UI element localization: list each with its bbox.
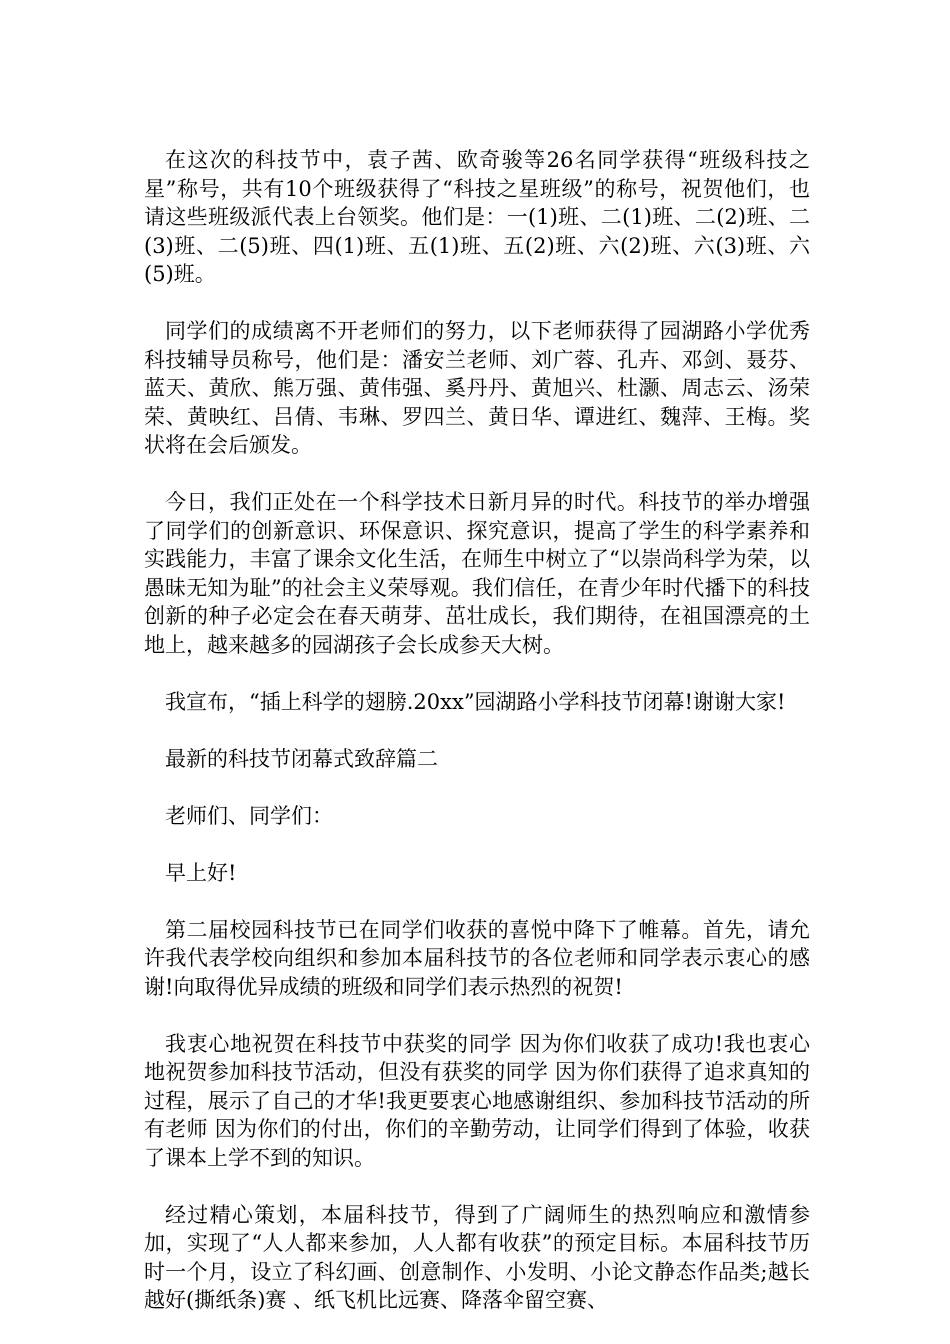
paragraph-teacher-awards: 同学们的成绩离不开老师们的努力，以下老师获得了园湖路小学优秀科技辅导员称号，他们是：潘安兰老师、刘广蓉、孔卉、邓剑、聂芬、蓝天、黄欣、熊万强、黄伟强、奚丹丹、黄旭兴、杜灏、周志云、汤荣荣、黄映红、吕倩、韦琳、罗四兰、黄日华、谭进红、魏萍、王梅。奖状将在会后颁发。 — [144, 319, 810, 457]
paragraph-closing-announcement: 我宣布，“插上科学的翅膀.20xx”园湖路小学科技节闭幕!谢谢大家! — [165, 689, 786, 714]
document-page — [144, 146, 810, 1343]
paragraph-congratulations: 我衷心地祝贺在科技节中获奖的同学 因为你们收获了成功!我也衷心地祝贺参加科技节活动，但没有获奖的同学 因为你们获得了追求真知的过程，展示了自己的才华!我更要衷心地感谢组织、参加科技节活动的所有老师 因为你们的付出，你们的辛勤劳动，让同学们得到了体验，收获了课本上学不到的知识。 — [144, 1031, 810, 1170]
paragraph-class-awards: 在这次的科技节中，袁子茜、欧奇骏等26名同学获得“班级科技之星”称号，共有10个班级获得了“科技之星班级”的称号，祝贺他们，也请这些班级派代表上台领奖。他们是：一(1)班、二(1)班、二(2)班、二(3)班、二(5)班、四(1)班、五(1)班、五(2)班、六(2)班、六(3)班、六(5)班。 — [144, 148, 810, 286]
salutation: 老师们、同学们： — [165, 803, 333, 828]
greeting: 早上好! — [165, 860, 237, 885]
paragraph-era-of-science: 今日，我们正处在一个科学技术日新月异的时代。科技节的举办增强了同学们的创新意识、环保意识、探究意识，提高了学生的科学素养和实践能力，丰富了课余文化生活，在师生中树立了“以崇尚科学为荣，以愚昧无知为耻”的社会主义荣辱观。我们信任，在青少年时代播下的科技创新的种子必定会在春天萌芽、茁壮成长，我们期待，在祖国漂亮的土地上，越来越多的园湖孩子会长成参天大树。 — [144, 490, 810, 657]
paragraph-event-summary: 经过精心策划，本届科技节，得到了广阔师生的热烈响应和激情参加，实现了“人人都来参加，人人都有收获”的预定目标。本届科技节历时一个月，设立了科幻画、创意制作、小发明、小论文静态作品类;越长越好(撕纸条)赛 、纸飞机比远赛、降落伞留空赛、 — [144, 1202, 810, 1312]
paragraph-thanks: 第二届校园科技节已在同学们收获的喜悦中降下了帷幕。首先，请允许我代表学校向组织和参加本届科技节的各位老师和同学表示衷心的感谢!向取得优异成绩的班级和同学们表示热烈的祝贺! — [144, 917, 810, 999]
section-heading-part-two: 最新的科技节闭幕式致辞篇二 — [165, 746, 438, 771]
